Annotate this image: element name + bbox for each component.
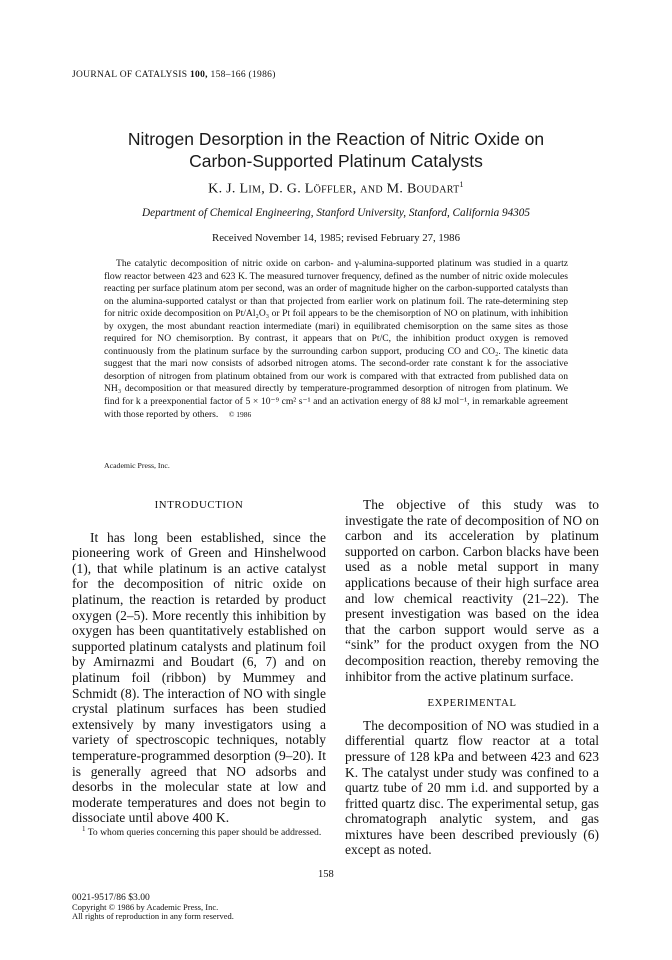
author-footnote-mark: 1 [459, 180, 464, 189]
experimental-heading: EXPERIMENTAL [427, 697, 517, 710]
page-number: 158 [318, 869, 334, 880]
volume-number: 100, [190, 70, 208, 80]
journal-name: JOURNAL OF CATALYSIS [72, 70, 188, 80]
affiliation: Department of Chemical Engineering, Stanford University, Stanford, California 94305 [142, 207, 530, 219]
introduction-heading: INTRODUCTION [154, 499, 244, 511]
footnote-text: To whom queries concerning this paper should be addressed. [87, 827, 322, 839]
received-dates: Received November 14, 1985; revised February 27, 1986 [212, 232, 460, 244]
page-range: 158–166 (1986) [210, 70, 276, 80]
copyright-line: Copyright © 1986 by Academic Press, Inc. [72, 901, 219, 912]
bottom-copyright-block [72, 893, 234, 922]
author-names: K. J. Lim, D. G. Löffler, and M. Boudart [208, 181, 460, 197]
paper-title [40, 128, 632, 172]
experimental-paragraph: The decomposition of NO was studied in a differential quartz flow reactor at a total pressure of 128 kPa and between 423 and 623 K. The catalyst under study was confined to a quartz tube of 20 mm i.d. and supported by a fritted quartz disc. The experimental setup, gas chromatograph analytic system, and gas mixtures have been described previously (6) except as noted. [345, 717, 599, 858]
abstract-copyright: © 1986 [228, 409, 252, 419]
rights-line: All rights of reproduction in any form reserved. [72, 911, 234, 922]
abstract [104, 258, 568, 421]
footnote-mark: 1 [82, 825, 86, 833]
objective-paragraph: The objective of this study was to investigate the rate of decomposition of NO on carbon and its acceleration by platinum supported on carbon. Carbon blacks have been used as a noble metal support in many applications because of their high surface area and low chemical reactivity (21–22). The present investigation was based on the idea that the carbon support would serve as a “sink” for the product oxygen from the NO decomposition reaction, thereby removing the inhibitor from the active platinum surface. [345, 497, 599, 684]
left-column [72, 498, 326, 826]
abstract-publisher: Academic Press, Inc. [104, 461, 170, 470]
right-column [345, 497, 599, 858]
abstract-text: The catalytic decomposition of nitric oxide on carbon- and γ-alumina-supported platinum was studied in a quartz flow reactor between 423 and 623 K. The measured turnover frequency, defined as the number of nitric oxide molecules reacting per surface platinum atom per second, was an order of magnitude higher on the carbon-supported catalysts than on the alumina-supported catalyst or than that projected from earlier work on platinum foil. The rate-determining step for nitric oxide decomposition on Pt/Al₂O₃ or Pt foil appears to be the chemisorption of NO on platinum, with inhibition by oxygen, the most abundant reaction intermediate (mari) in equilibrated chemisorption on the same sites as those required for NO chemisorption. By contrast, it appears that on Pt/C, the inhibition product oxygen is removed continuously from the platinum surface by the surrounding carbon support, producing CO and CO₂. The kinetic data suggest that the mari now consists of adsorbed nitrogen atoms. The second-order rate constant k for the associative desorption of nitrogen from platinum obtained from our work is compared with that extracted from published data on NH₃ decomposition or that measured directly by temperature-programmed desorption of nitrogen from platinum. We find for k a preexponential factor of 5 × 10⁻⁹ cm² s⁻¹ and an activation energy of 88 kJ mol⁻¹, in remarkable agreement with those reported by others. [104, 258, 568, 420]
footnote [72, 823, 326, 839]
issn-price: 0021-9517/86 $3.00 [72, 892, 150, 903]
title-line-2: Carbon-Supported Platinum Catalysts [189, 151, 483, 171]
title-line-1: Nitrogen Desorption in the Reaction of Nitric Oxide on [127, 129, 545, 149]
introduction-paragraph: It has long been established, since the pioneering work of Green and Hinshelwood (1), that while platinum is an active catalyst for the decomposition of nitric oxide on platinum, the reaction is retarded by product oxygen (2–5). More recently this inhibition by oxygen has been quantitatively established on supported platinum catalysts and platinum foil by Amirnazmi and Boudart (6, 7) and on platinum foil (ribbon) by Mummey and Schmidt (8). The interaction of NO with single crystal platinum surfaces has been studied extensively by many investigators using a variety of spectroscopic techniques, notably temperature-programmed desorption (9–20). It is generally agreed that NO adsorbs and desorbs in the molecular state at low and moderate temperatures and does not begin to dissociate until above 400 K. [72, 529, 326, 826]
running-head [72, 70, 276, 80]
authors [40, 180, 632, 198]
